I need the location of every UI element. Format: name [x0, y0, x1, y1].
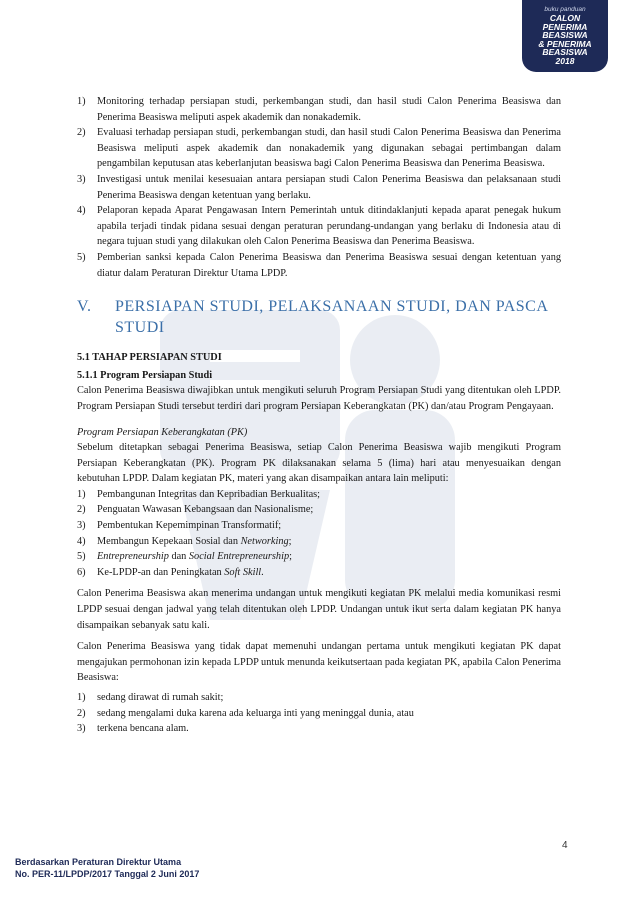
paragraph: Sebelum ditetapkan sebagai Penerima Beasiswa, setiap Calon Penerima Beasiswa wajib mengikuti Program Persiapan Keberangkatan (PK). Program PK dilaksanakan selama 5 (lima) hari atau menyesuaikan dengan kebutuhan LPDP. Dalam kegiatan PK, materi yang akan disampaikan antara lain meliputi: [77, 442, 561, 485]
list-item: 2) Evaluasi terhadap persiapan studi, perkembangan studi, dan hasil studi Calon Penerima Beasiswa dan Penerima Beasiswa meliputi aspek akademik dan nonakademik yang digunakan sebagai pertimbangan dalam pengambilan keputusan atas keberlanjutan beasiswa bagi Calon Penerima Beasiswa dan Penerima Beasiswa. [77, 127, 561, 170]
monitoring-list [77, 94, 561, 281]
subsection-heading: 5.1 TAHAP PERSIAPAN STUDI [77, 352, 222, 364]
subsubsection-heading: 5.1.1 Program Persiapan Studi [77, 369, 213, 381]
paragraph: Calon Penerima Beasiswa akan menerima undangan untuk mengikuti kegiatan PK melalui media komunikasi resmi LPDP sesuai dengan jadwal yang telah ditentukan oleh LPDP. Undangan untuk ikut serta dalam kegiatan PK hanya disampaikan sebanyak satu kali. [77, 588, 561, 631]
list-item: 4) Membangun Kepekaan Sosial dan Networking; [77, 535, 292, 547]
section-number: V. [77, 298, 92, 316]
section-heading [77, 296, 561, 338]
list-item: 2) Penguatan Wawasan Kebangsaan dan Nasionalisme; [77, 504, 314, 516]
list-item: 3) Pembentukan Kepemimpinan Transformatif; [77, 520, 282, 532]
list-item: 1) Pembangunan Integritas dan Kepribadian Berkualitas; [77, 488, 321, 500]
list-item: 4) Pelaporan kepada Aparat Pengawasan Intern Pemerintah untuk ditindaklanjuti kepada aparat penegak hukum apabila terjadi tindak pidana sesuai dengan peraturan perundang-undangan yang berlaku di Indonesia atau di negara tujuan studi yang dilakukan oleh Calon Penerima Beasiswa dan Penerima Beasiswa. [77, 205, 561, 248]
list-item: 2) sedang mengalami duka karena ada keluarga inti yang meninggal dunia, atau [77, 707, 414, 719]
paragraph: Calon Penerima Beasiswa yang tidak dapat memenuhi undangan pertama untuk mengikuti kegiatan PK dapat mengajukan permohonan izin kepada LPDP untuk menunda keikutsertaan pada kegiatan PK, apabila Calon Penerima Beasiswa: [77, 641, 562, 684]
list-item: 5) Pemberian sanksi kepada Calon Penerima Beasiswa dan Penerima Beasiswa sesuai dengan ketentuan yang diatur dalam Peraturan Direktur Utama LPDP. [77, 251, 561, 279]
list-item: 5) Entrepreneurship dan Social Entrepreneurship; [77, 551, 292, 563]
paragraph: Calon Penerima Beasiswa diwajibkan untuk mengikuti seluruh Program Persiapan Studi yang ditentukan oleh LPDP. Program Persiapan Studi tersebut terdiri dari program Persiapan Keberangkatan (PK) dan/atau Program Pengayaan. [77, 385, 561, 412]
list-item: 1) Monitoring terhadap persiapan studi, perkembangan studi, dan hasil studi Calon Penerima Beasiswa dan Penerima Beasiswa meliputi aspek akademik dan nonakademik. [77, 96, 561, 123]
document-body [77, 94, 561, 737]
section-title: PERSIAPAN STUDI, PELAKSANAAN STUDI, DAN PASCA STUDI [115, 298, 548, 337]
list-item: 1) sedang dirawat di rumah sakit; [77, 692, 224, 703]
list-item: 3) Investigasi untuk menilai kesesuaian antara persiapan studi Calon Penerima Beasiswa dan pelaksanaan studi Penerima Beasiswa dengan ketentuan yang berlaku. [77, 173, 561, 201]
deferral-reason-list [77, 690, 561, 737]
list-item: 6) Ke-LPDP-an dan Peningkatan Soft Skill. [77, 566, 264, 578]
pk-material-list [77, 487, 561, 581]
list-item: 3) terkena bencana alam. [77, 723, 189, 735]
guidebook-badge-logo: buku panduan CALON PENERIMA BEASISWA & PENERIMA BEASISWA 2018 [522, 0, 608, 72]
pk-title: Program Persiapan Keberangkatan (PK) [77, 426, 248, 438]
page-number: 4 [562, 840, 568, 851]
regulation-footer: Berdasarkan Peraturan Direktur Utama No. PER-11/LPDP/2017 Tanggal 2 Juni 2017 [15, 857, 200, 879]
